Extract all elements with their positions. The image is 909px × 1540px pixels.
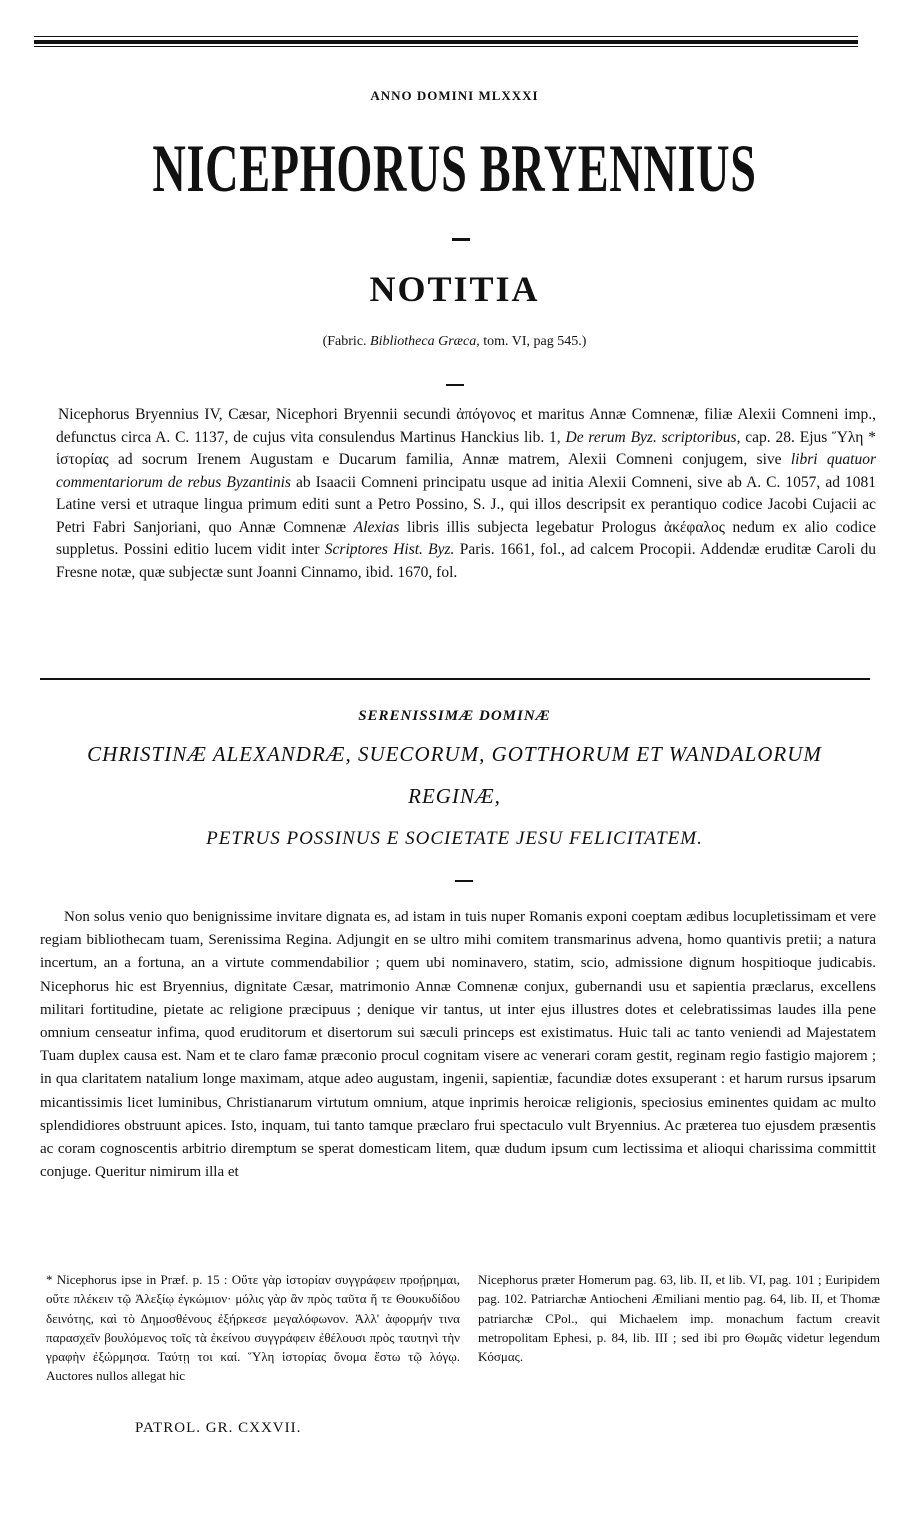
top-rule-thin-line <box>34 36 858 37</box>
source-rest: tom. VI, pag 545.) <box>479 334 587 349</box>
source-citation <box>0 334 909 350</box>
dedication-line-2: CHRISTINÆ ALEXANDRÆ, SUECORUM, GOTTHORUM ET WANDALORUM <box>87 742 822 766</box>
notitia-text-2: , cap. 28. Ejus Ὕλη * ἱστορίας ad socrum Irenem Augustam e Ducarum familia, Annæ matrem, Alexii Comneni conjugem, sive <box>56 428 877 468</box>
notitia-italic-2: libri quatuor commentariorum de rebus Byzantinis <box>56 451 877 491</box>
notitia-italic-4: Scriptores Hist. Byz. <box>324 541 455 558</box>
letter-paragraph: Non solus venio quo benignissime invitare dignata es, ad istam in tuis nuper Romanis exponi coeptam ædibus locupletissimam et vere regiam bibliothecam tuam, Serenissima Regina. Adjungit en se ultro mihi comitem transmarinus advena, homo quantivis pretii; a natura incertum, an a fortuna, an a virtute commendabilior ; quem ubi nominavero, statim, scio, admissione dignum hospitioque judicabis. Nicephorus hic est Bryennius, dignitate Cæsar, matrimonio Annæ Comnenæ conjux, gubernandi usu et sapientia præclarus, excellens militari fortitudine, pietate ac religione præcipuus ; denique vir tantus, ut inter ejus illustres dotes et celebratissimas laudes illa pene omnium censeatur infima, quod eruditorum et disertorum sui sæculi princeps est existimatus. Huic tali ac tanto veniendi ad Majestatem Tuam duplex causa est. Nam et te claro famæ præconio procul cognitam visere ac venerari coram gestit, reginam regio fastigio majorem ; in qua claritatem natalium longe maximam, atque adeo augustam, ingenii, sapientiæ, facundiæ dotes exsuperant : et harum rursus ipsarum micantissimis licet luminibus, Christianarum virtutum omnium, atque inprimis heroicæ religionis, speciosius eminentes quidam ac multo splendidiores obstruunt apices. Isto, inquam, tui tanto tamque præclaro frui spectaculo vult Bryennius. Ac præterea tuo ejusdem præsentis ac coram cognoscentis arbitrio diremptum se sperat domesticam litem, quæ dudum ipsum cum lectissima et alioqui charissima committit conjuge. Queritur nimirum illa et <box>40 909 876 1181</box>
dedication-dash <box>455 880 473 882</box>
title-dash <box>452 238 470 241</box>
anno-domini-line: ANNO DOMINI MLXXXI <box>370 88 539 103</box>
notitia-text-3: ab Isaacii Comneni principatu usque ad initia Alexii Comneni, sive ab A. C. 1057, ad 1081 Latine versi et utraque lingua primum editi sunt a Petro Possino, S. J., qui illos descripsit ex perantiquo codice Jacobi Cujacii ac Petri Fabri Sanjoriani, quo Annæ Comnenæ <box>56 473 876 536</box>
section-divider <box>40 678 870 680</box>
section-title: NOTITIA <box>369 269 540 309</box>
notitia-paragraph <box>56 404 876 584</box>
source-dash <box>446 384 464 386</box>
top-double-rule <box>34 36 858 47</box>
notitia-italic-1: De rerum Byz. scriptoribus <box>565 428 737 446</box>
footnote-right-column: Nicephorus præter Homerum pag. 63, lib. II, et lib. VI, pag. 101 ; Euripidem pag. 102. Patriarchæ Antiocheni Æmiliani mentio pag. 64, lib. II, et Thomæ patriarchæ CPol., qui Michaelem imp. monachum factum creavit metropolitam Ephesi, p. 84, lib. III ; sed ibi pro Θωμᾶς videtur legendum Κόσμας. <box>478 1272 880 1365</box>
footnote-left-column: * Nicephorus ipse in Præf. p. 15 : Οὔτε γὰρ ἱστορίαν συγγράφειν προῄρημαι, οὔτε πλέκειν τῷ Ἀλεξίῳ ἐγκώμιον· μόλις γὰρ ἂν πρὸς ταῦτα ἥ τε Θουκυδίδου δεινότης, καὶ τὸ Δημοσθένους ἐξήρκεσε μεγαλόφωνον. Ἀλλ' ἀφορμήν τινα παρασχεῖν βουλόμενος τοῖς τὰ ἐκείνου συγγράφειν ἐθέλουσι πρὸς ταυτηνὶ τὴν γραφὴν ἐξώρμησα. Ταύτῃ τοι καί. Ὕλη ἱστορίας ὄνομα ἔστω τῷ λόγῳ. Auctores nullos allegat hic <box>46 1272 460 1384</box>
top-rule-thick-line <box>34 40 858 44</box>
notitia-text-4: libris illis subjecta legebatur Prologus ἀκέφαλος nedum ex alio codice suppletus. Possini editio lucem vidit inter <box>56 518 876 558</box>
patrologia-signature: PATROL. GR. CXXVII. <box>135 1420 302 1436</box>
notitia-italic-3: Alexias <box>353 518 400 536</box>
dedication-line-4: PETRUS POSSINUS E SOCIETATE JESU FELICITATEM. <box>206 828 703 849</box>
source-work: Bibliotheca Græca, <box>370 334 480 349</box>
notitia-text-5: Paris. 1661, fol., ad calcem Procopii. Addendæ eruditæ Caroli du Fresne notæ, quæ subjectæ sunt Joanni Cinnamo, ibid. 1670, fol. <box>56 541 876 581</box>
dedication-line-3: REGINÆ, <box>408 784 501 808</box>
page-title: NICEPHORUS BRYENNIUS <box>152 130 757 206</box>
dedication-line-1: SERENISSIMÆ DOMINÆ <box>358 708 551 724</box>
source-open: (Fabric. <box>322 334 371 349</box>
notitia-text-1: Nicephorus Bryennius IV, Cæsar, Nicephori Bryennii secundi ἀπόγονος et maritus Annæ Comnenæ, filiæ Alexii Comneni imp., defunctus circa A. C. 1137, de cujus vita consulendus Martinus Hanckius lib. 1, <box>56 406 876 446</box>
top-rule-thin-line-lower <box>34 46 858 47</box>
